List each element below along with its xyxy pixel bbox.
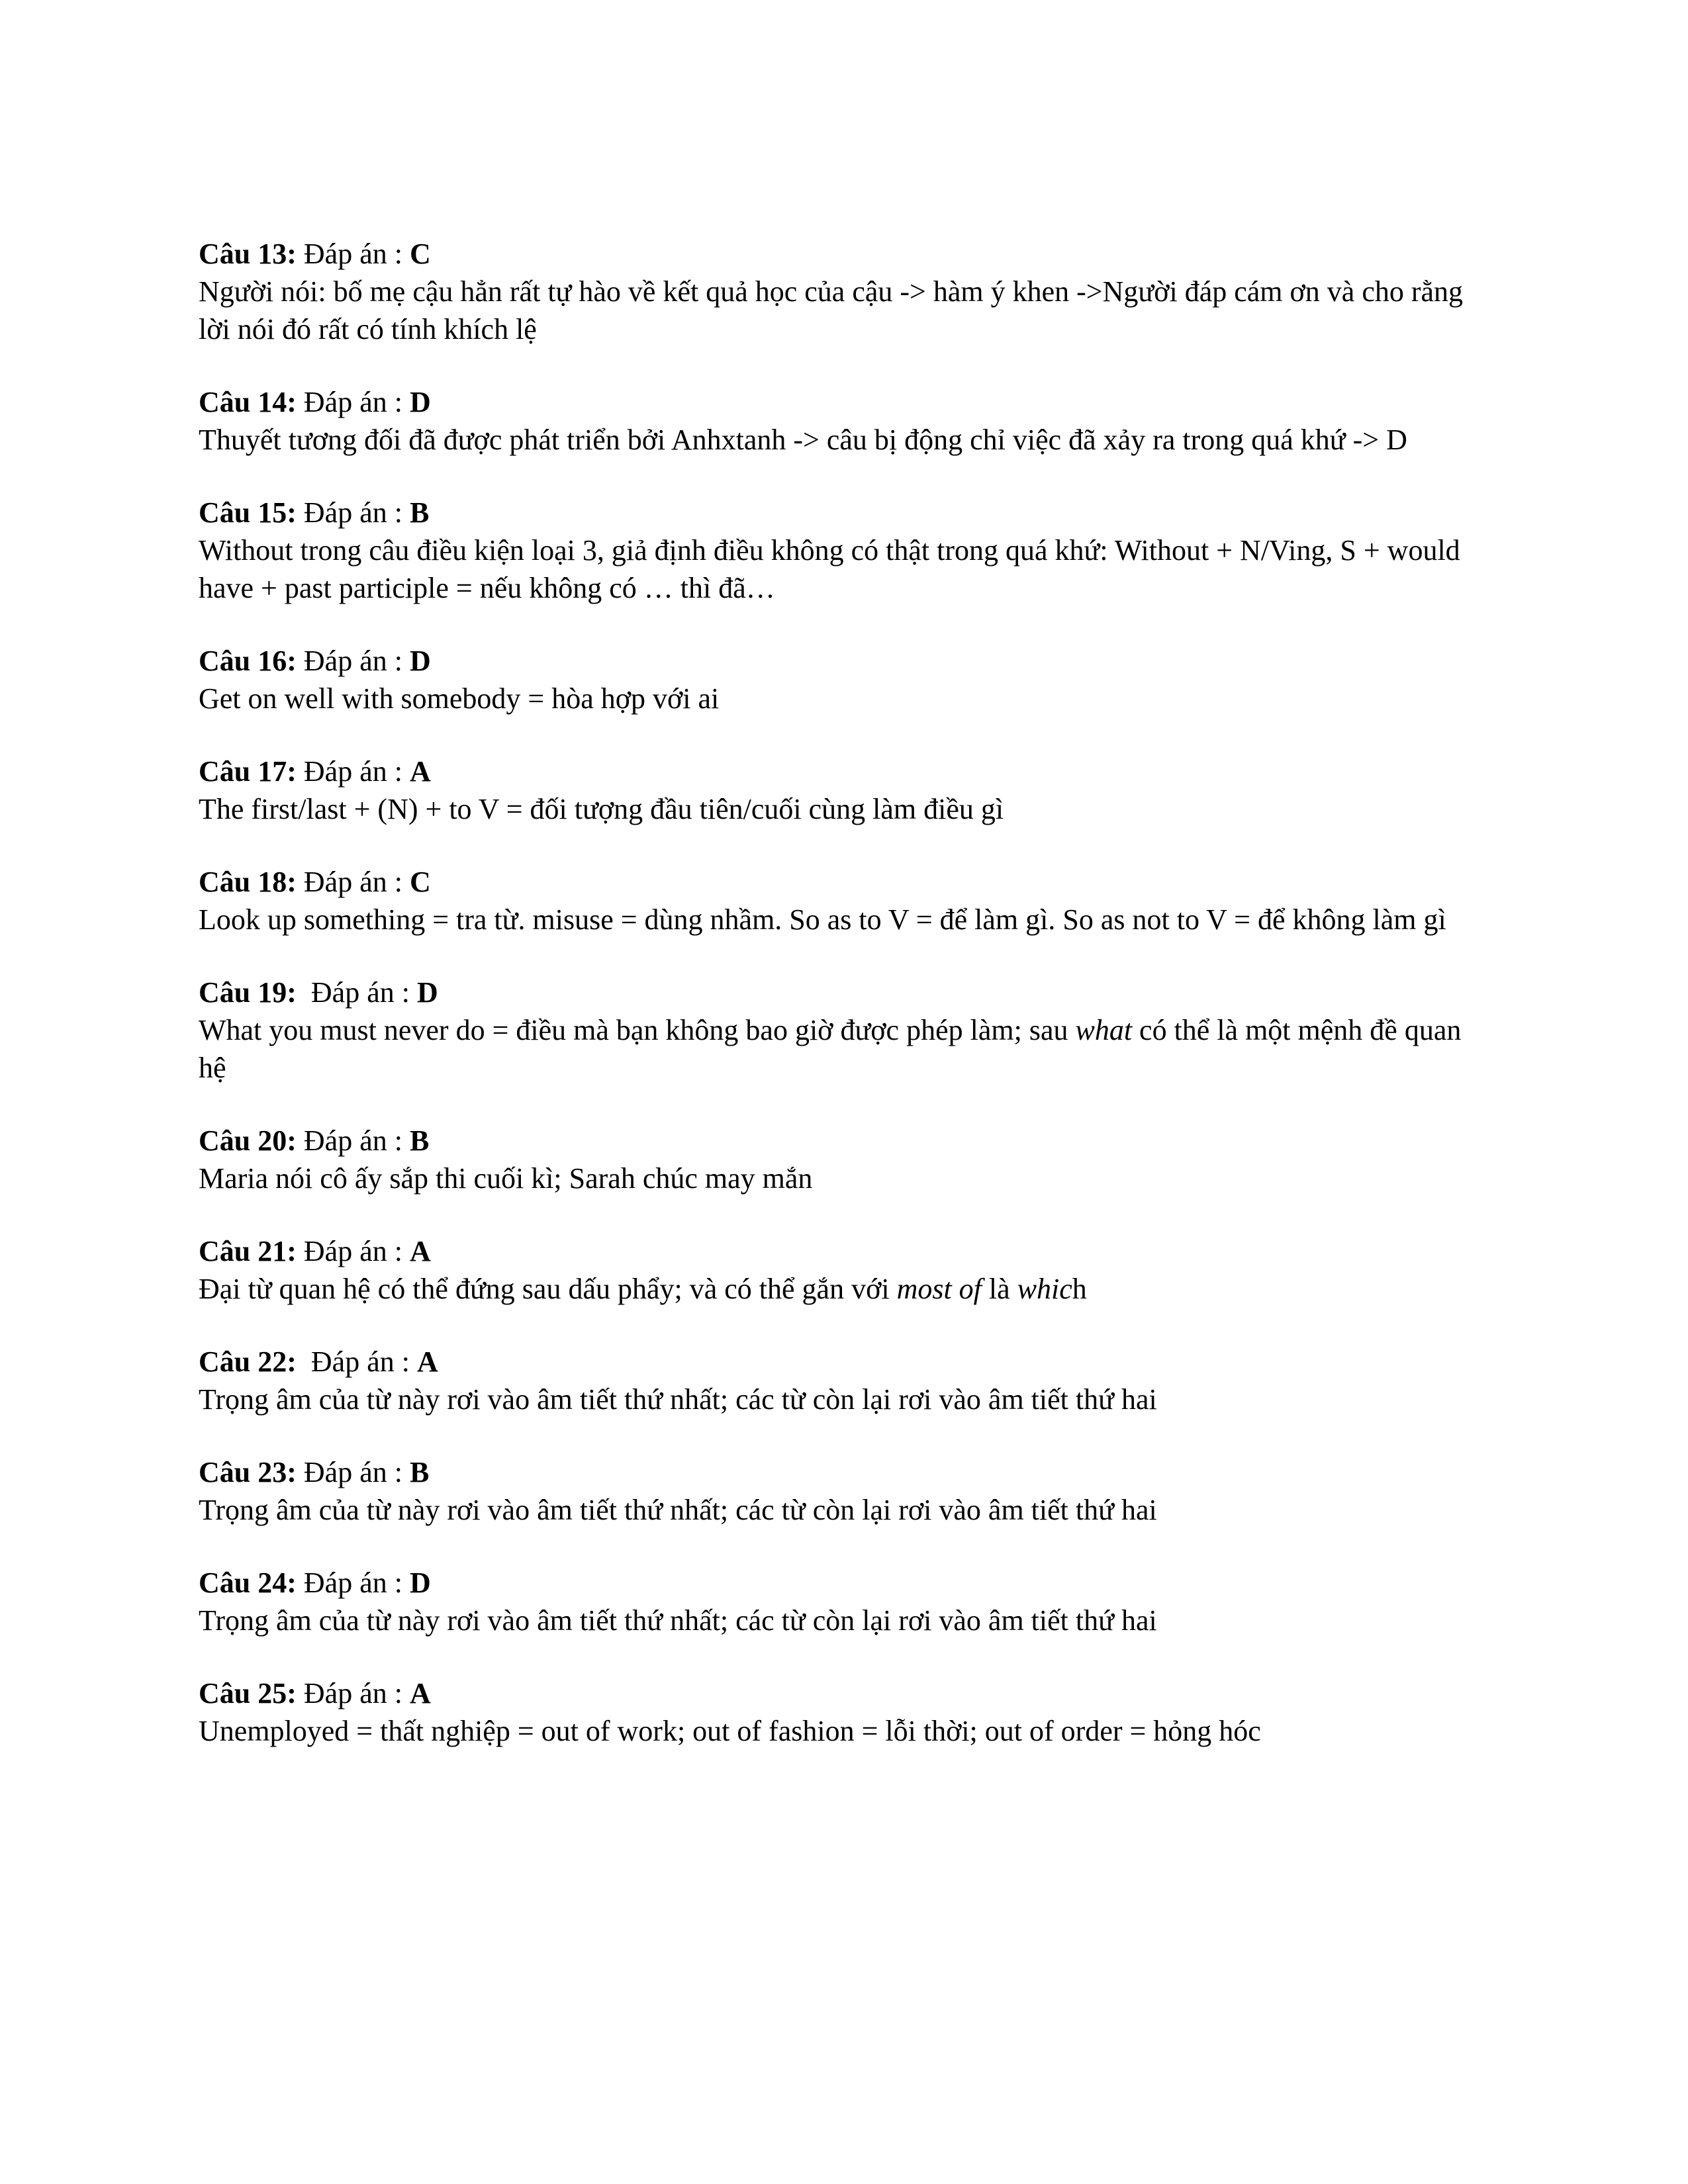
answer-entry [199,235,1489,348]
explanation-text: Trọng âm của từ này rơi vào âm tiết thứ nhất; các từ còn lại rơi vào âm tiết thứ hai [199,1604,1157,1637]
explanation-text: Maria nói cô ấy sắp thi cuối kì; Sarah chúc may mắn [199,1162,813,1195]
question-header [199,752,1489,790]
header-separator [297,1677,304,1709]
question-number: Câu 17: [199,755,297,788]
answer-letter: B [409,496,430,529]
answer-explanation [199,531,1489,607]
answer-entry [199,1232,1489,1308]
explanation-text: Thuyết tương đối đã được phát triển bởi Anhxtanh -> câu bị động chỉ việc đã xảy ra trong quá khứ -> D [199,424,1407,456]
answer-prefix: Đáp án : [303,645,410,677]
answer-prefix: Đáp án : [310,976,417,1009]
question-number: Câu 14: [199,386,297,418]
explanation-text: h [1072,1273,1087,1305]
answer-letter: D [409,1567,431,1599]
answer-explanation [199,901,1489,938]
answer-prefix: Đáp án : [303,1567,410,1599]
answer-letter: B [409,1456,430,1488]
explanation-text: Trọng âm của từ này rơi vào âm tiết thứ nhất; các từ còn lại rơi vào âm tiết thứ hai [199,1383,1157,1416]
answer-entry [199,1453,1489,1529]
explanation-text: Trọng âm của từ này rơi vào âm tiết thứ nhất; các từ còn lại rơi vào âm tiết thứ hai [199,1494,1157,1526]
header-separator [297,386,304,418]
header-separator [297,1345,311,1378]
question-header [199,1122,1489,1160]
answer-prefix: Đáp án : [303,386,410,418]
answer-entry [199,383,1489,459]
explanation-italic-text: most of [896,1273,982,1305]
header-separator [297,645,304,677]
answer-explanation [199,1491,1489,1529]
explanation-text: What you must never do = điều mà bạn không bao giờ được phép làm; sau [199,1014,1076,1046]
answer-entry [199,1122,1489,1197]
question-number: Câu 25: [199,1677,297,1709]
answer-explanation [199,680,1489,717]
question-header [199,863,1489,901]
answer-entry [199,1564,1489,1639]
answer-entry [199,1674,1489,1750]
answer-explanation [199,1160,1489,1197]
answer-letter: C [409,238,431,270]
answer-list [199,235,1489,1750]
answer-letter: C [409,866,431,898]
answer-explanation [199,1270,1489,1308]
answer-entry [199,494,1489,607]
answer-letter: A [409,1235,431,1267]
question-header [199,1453,1489,1491]
question-number: Câu 20: [199,1124,297,1157]
explanation-text: Look up something = tra từ. misuse = dùng nhầm. So as to V = để làm gì. So as not to V = để không làm gì [199,903,1446,936]
answer-explanation [199,1602,1489,1639]
question-header [199,494,1489,531]
question-number: Câu 23: [199,1456,297,1488]
explanation-text: Người nói: bố mẹ cậu hẳn rất tự hào về kết quả học của cậu -> hàm ý khen ->Người đáp cám ơn và cho rằng lời nói đó rất có tính khích lệ [199,275,1464,345]
answer-prefix: Đáp án : [303,496,410,529]
explanation-italic-text: whic [1017,1273,1072,1305]
explanation-text: Without trong câu điều kiện loại 3, giả định điều không có thật trong quá khứ: Without + N/Ving, S + would have + past participle = nếu không có … thì đã… [199,534,1460,604]
question-header [199,1343,1489,1381]
explanation-text: có thể là một mệnh đề quan hệ [199,1014,1462,1084]
header-separator [297,1456,304,1488]
answer-explanation [199,1381,1489,1418]
question-header [199,235,1489,273]
answer-entry [199,1343,1489,1418]
header-separator [297,1235,304,1267]
header-separator [297,1124,304,1157]
question-header [199,383,1489,421]
header-separator [297,755,304,788]
question-number: Câu 15: [199,496,297,529]
answer-letter: A [409,1677,431,1709]
answer-prefix: Đáp án : [303,866,410,898]
header-separator [297,976,311,1009]
question-header [199,1674,1489,1712]
answer-entry [199,863,1489,938]
explanation-text: Đại từ quan hệ có thể đứng sau dấu phẩy; và có thể gắn với [199,1273,897,1305]
answer-prefix: Đáp án : [310,1345,417,1378]
explanation-text: là [981,1273,1017,1305]
question-header [199,1564,1489,1602]
answer-entry [199,752,1489,828]
question-header [199,974,1489,1011]
answer-prefix: Đáp án : [303,238,410,270]
question-number: Câu 13: [199,238,297,270]
answer-explanation [199,790,1489,828]
explanation-text: Unemployed = thất nghiệp = out of work; out of fashion = lỗi thời; out of order = hỏng hóc [199,1715,1261,1747]
question-number: Câu 22: [199,1345,297,1378]
answer-letter: D [409,386,431,418]
question-number: Câu 21: [199,1235,297,1267]
question-number: Câu 24: [199,1567,297,1599]
header-separator [297,496,304,529]
header-separator [297,238,304,270]
answer-letter: A [416,1345,438,1378]
question-header [199,1232,1489,1270]
document-page [199,235,1489,1785]
answer-prefix: Đáp án : [303,1124,410,1157]
answer-explanation [199,1712,1489,1750]
question-number: Câu 19: [199,976,297,1009]
answer-letter: B [409,1124,430,1157]
explanation-text: The first/last + (N) + to V = đối tượng đầu tiên/cuối cùng làm điều gì [199,793,1004,825]
question-number: Câu 18: [199,866,297,898]
answer-prefix: Đáp án : [303,1677,410,1709]
answer-explanation [199,421,1489,459]
explanation-text: Get on well with somebody = hòa hợp với ai [199,682,720,715]
question-header [199,642,1489,680]
question-number: Câu 16: [199,645,297,677]
header-separator [297,866,304,898]
answer-prefix: Đáp án : [303,1235,410,1267]
answer-entry [199,642,1489,717]
answer-explanation [199,1011,1489,1087]
answer-prefix: Đáp án : [303,1456,410,1488]
answer-letter: D [416,976,438,1009]
header-separator [297,1567,304,1599]
answer-letter: D [409,645,431,677]
explanation-italic-text: what [1075,1014,1133,1046]
answer-explanation [199,273,1489,348]
answer-entry [199,974,1489,1087]
answer-prefix: Đáp án : [303,755,410,788]
answer-letter: A [409,755,431,788]
